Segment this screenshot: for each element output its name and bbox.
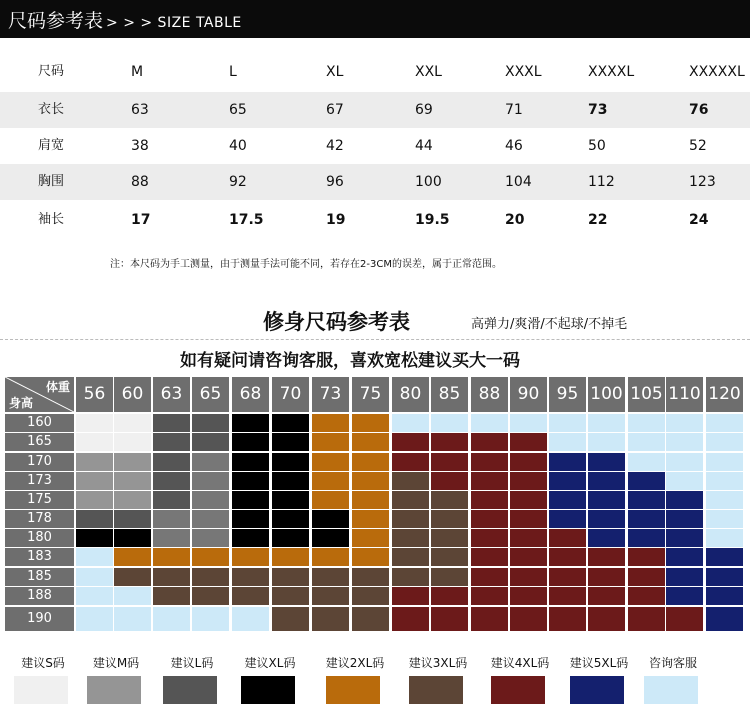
weight-header: 110 (666, 377, 703, 412)
size-table-row (0, 128, 750, 164)
size-grid-cell (666, 607, 703, 631)
size-grid-cell (588, 587, 625, 605)
section-divider (0, 339, 750, 340)
size-table-header-row (0, 54, 750, 90)
height-header: 178 (5, 510, 74, 528)
legend-label: 建议2XL码 (325, 656, 385, 670)
size-grid-cell (312, 587, 349, 605)
legend-swatch (163, 676, 217, 704)
size-grid-cell (431, 607, 468, 631)
size-grid-cell (510, 510, 547, 528)
size-grid-cell (352, 453, 389, 471)
size-grid-cell (510, 548, 547, 566)
size-grid-cell (510, 491, 547, 509)
size-grid-cell (76, 568, 113, 586)
size-grid-cell (549, 453, 586, 471)
size-grid-cell (471, 433, 508, 451)
size-grid-cell (471, 529, 508, 547)
size-grid-cell (114, 414, 151, 432)
measurement-value: 73 (588, 102, 608, 118)
size-grid-cell (352, 587, 389, 605)
size-table-row (0, 202, 750, 238)
measurement-value: 63 (131, 102, 149, 118)
legend-label: 建议S码 (21, 656, 65, 670)
size-grid-cell (352, 472, 389, 490)
measurement-label: 胸围 (38, 174, 65, 189)
size-grid-cell (666, 568, 703, 586)
size-grid-cell (510, 587, 547, 605)
size-grid-cell (588, 529, 625, 547)
size-grid-cell (471, 414, 508, 432)
size-grid-cell (272, 453, 309, 471)
size-grid-cell (192, 587, 229, 605)
size-grid-cell (706, 453, 743, 471)
height-header: 170 (5, 453, 74, 471)
size-grid-cell (232, 607, 269, 631)
size-grid-cell (114, 529, 151, 547)
measurement-value: 88 (131, 174, 149, 190)
weight-header: 85 (431, 377, 468, 412)
size-grid-cell (153, 607, 190, 631)
size-grid-cell (471, 607, 508, 631)
size-grid-cell (628, 587, 665, 605)
size-grid-cell (272, 529, 309, 547)
size-grid-cell (114, 510, 151, 528)
size-grid-cell (312, 433, 349, 451)
weight-header: 73 (312, 377, 349, 412)
size-grid-cell (272, 607, 309, 631)
legend-swatch (14, 676, 68, 704)
size-grid-cell (431, 587, 468, 605)
size-grid-cell (666, 548, 703, 566)
size-grid-cell (431, 433, 468, 451)
measurement-label: 袖长 (38, 212, 65, 227)
size-grid-cell (471, 587, 508, 605)
size-grid-cell (192, 414, 229, 432)
size-grid-cell (352, 568, 389, 586)
size-grid-cell (431, 548, 468, 566)
size-grid-cell (588, 491, 625, 509)
size-grid-cell (549, 491, 586, 509)
size-grid-cell (549, 587, 586, 605)
size-grid-cell (628, 510, 665, 528)
size-grid-cell (272, 568, 309, 586)
size-grid-cell (392, 607, 429, 631)
size-grid-cell (706, 472, 743, 490)
size-column-header: L (229, 64, 237, 80)
size-grid-cell (76, 510, 113, 528)
measurement-value: 104 (505, 174, 532, 190)
weight-header: 63 (153, 377, 190, 412)
height-header: 165 (5, 433, 74, 451)
legend-label: 建议3XL码 (408, 656, 468, 670)
size-grid-cell (588, 548, 625, 566)
measurement-value: 40 (229, 138, 247, 154)
size-grid-cell (114, 607, 151, 631)
measurement-value: 69 (415, 102, 433, 118)
size-grid-cell (549, 510, 586, 528)
size-grid-cell (153, 568, 190, 586)
size-grid-cell (76, 472, 113, 490)
size-grid-cell (232, 529, 269, 547)
size-grid-cell (588, 472, 625, 490)
height-header: 175 (5, 491, 74, 509)
size-column-label: 尺码 (38, 64, 65, 79)
size-grid-cell (431, 529, 468, 547)
size-grid-cell (76, 491, 113, 509)
size-grid-cell (628, 433, 665, 451)
weight-header: 65 (192, 377, 229, 412)
measurement-value: 100 (415, 174, 442, 190)
weight-header: 56 (76, 377, 113, 412)
size-grid-cell (392, 433, 429, 451)
fabric-features: 高弹力/爽滑/不起球/不掉毛 (471, 317, 628, 332)
legend-swatch (241, 676, 295, 704)
size-grid-cell (192, 607, 229, 631)
size-grid-cell (471, 568, 508, 586)
size-grid-cell (153, 453, 190, 471)
size-grid-cell (153, 529, 190, 547)
measurement-value: 123 (689, 174, 716, 190)
size-grid-cell (114, 548, 151, 566)
measurement-value: 20 (505, 212, 525, 228)
size-grid-cell (153, 472, 190, 490)
size-grid-cell (153, 433, 190, 451)
corner-weight-label: 体重 (45, 380, 70, 394)
size-grid-cell (471, 453, 508, 471)
size-grid-cell (192, 568, 229, 586)
measurement-value: 71 (505, 102, 523, 118)
size-grid-cell (471, 491, 508, 509)
weight-header: 100 (588, 377, 625, 412)
weight-header: 95 (549, 377, 586, 412)
size-grid-cell (549, 414, 586, 432)
size-grid-cell (192, 529, 229, 547)
size-grid-cell (392, 568, 429, 586)
weight-header: 90 (510, 377, 547, 412)
size-grid-cell (312, 453, 349, 471)
size-grid-cell (666, 587, 703, 605)
fit-chart-subtitle: 如有疑问请咨询客服，喜欢宽松建议买大一码 (180, 351, 520, 371)
size-column-header: XXL (415, 64, 442, 80)
measurement-value: 67 (326, 102, 344, 118)
size-grid-cell (431, 491, 468, 509)
size-column-header: XXXXL (588, 64, 635, 80)
weight-header: 60 (114, 377, 151, 412)
size-grid-cell (510, 472, 547, 490)
size-grid-cell (232, 548, 269, 566)
size-grid-cell (153, 510, 190, 528)
size-grid-cell (510, 414, 547, 432)
height-header: 190 (5, 607, 74, 631)
legend-swatch (570, 676, 624, 704)
size-grid-cell (192, 548, 229, 566)
size-grid-cell (272, 414, 309, 432)
size-grid-cell (706, 529, 743, 547)
measurement-value: 44 (415, 138, 433, 154)
measurement-value: 17.5 (229, 212, 264, 228)
size-column-header: XXXL (505, 64, 542, 80)
size-grid-cell (706, 510, 743, 528)
size-grid-cell (192, 453, 229, 471)
size-grid-cell (114, 472, 151, 490)
size-grid-cell (76, 529, 113, 547)
grid-corner-header (5, 377, 74, 412)
size-grid-cell (628, 453, 665, 471)
size-grid-cell (706, 548, 743, 566)
size-grid-cell (232, 453, 269, 471)
weight-header: 80 (392, 377, 429, 412)
size-grid-cell (392, 587, 429, 605)
measurement-value: 50 (588, 138, 606, 154)
size-grid-cell (272, 548, 309, 566)
size-grid-cell (192, 510, 229, 528)
size-grid-cell (392, 510, 429, 528)
measurement-value: 65 (229, 102, 247, 118)
legend-label: 建议4XL码 (490, 656, 550, 670)
size-grid-cell (312, 491, 349, 509)
size-grid-cell (352, 510, 389, 528)
size-grid-cell (666, 453, 703, 471)
size-grid-cell (588, 607, 625, 631)
fit-chart-title: 修身尺码参考表 (263, 310, 410, 334)
size-grid-cell (471, 472, 508, 490)
legend-label: 建议5XL码 (569, 656, 629, 670)
size-grid-cell (628, 529, 665, 547)
size-grid-cell (666, 510, 703, 528)
size-grid-cell (114, 433, 151, 451)
legend-label: 咨询客服 (648, 656, 697, 670)
size-grid-cell (352, 607, 389, 631)
size-grid-cell (392, 548, 429, 566)
size-grid-cell (431, 414, 468, 432)
size-grid-cell (312, 414, 349, 432)
size-column-header: M (131, 64, 144, 80)
weight-header: 68 (232, 377, 269, 412)
size-grid-cell (588, 433, 625, 451)
legend-swatch (409, 676, 463, 704)
size-grid-cell (232, 472, 269, 490)
size-grid-cell (431, 510, 468, 528)
size-grid-cell (510, 607, 547, 631)
size-grid-cell (272, 472, 309, 490)
size-grid-cell (628, 491, 665, 509)
size-grid-cell (312, 568, 349, 586)
size-grid-cell (114, 491, 151, 509)
measurement-value: 52 (689, 138, 707, 154)
measurement-value: 24 (689, 212, 709, 228)
size-grid-cell (471, 510, 508, 528)
height-header: 173 (5, 472, 74, 490)
size-table-header-bar (0, 0, 750, 38)
size-grid-cell (588, 414, 625, 432)
size-grid-cell (272, 587, 309, 605)
size-grid-cell (114, 568, 151, 586)
size-grid-cell (312, 607, 349, 631)
weight-header: 75 (352, 377, 389, 412)
measurement-value: 92 (229, 174, 247, 190)
size-grid-cell (431, 472, 468, 490)
size-grid-cell (232, 510, 269, 528)
size-column-header: XXXXXL (689, 64, 745, 80)
size-grid-cell (588, 510, 625, 528)
size-grid-cell (232, 568, 269, 586)
size-grid-cell (352, 529, 389, 547)
size-grid-cell (153, 414, 190, 432)
size-grid-cell (706, 607, 743, 631)
size-grid-cell (232, 414, 269, 432)
measurement-value: 46 (505, 138, 523, 154)
measurement-value: 19 (326, 212, 346, 228)
size-grid-cell (76, 548, 113, 566)
size-grid-cell (510, 433, 547, 451)
size-grid-cell (352, 548, 389, 566)
size-grid-cell (312, 548, 349, 566)
measurement-value: 112 (588, 174, 615, 190)
size-table-row (0, 164, 750, 200)
size-grid-cell (628, 568, 665, 586)
size-grid-cell (706, 587, 743, 605)
size-grid-cell (549, 433, 586, 451)
size-grid-cell (588, 568, 625, 586)
size-grid-cell (352, 414, 389, 432)
size-grid-cell (510, 568, 547, 586)
size-grid-cell (153, 587, 190, 605)
size-grid-cell (192, 491, 229, 509)
size-grid-cell (272, 510, 309, 528)
size-grid-cell (471, 548, 508, 566)
height-header: 160 (5, 414, 74, 432)
fit-chart-grid (5, 377, 746, 631)
size-grid-cell (392, 491, 429, 509)
size-grid-cell (510, 529, 547, 547)
size-grid-cell (549, 472, 586, 490)
size-grid-cell (76, 607, 113, 631)
size-grid-cell (352, 433, 389, 451)
legend-swatch (644, 676, 698, 704)
height-header: 183 (5, 548, 74, 566)
size-grid-cell (666, 472, 703, 490)
size-grid-cell (392, 472, 429, 490)
measurement-label: 衣长 (38, 102, 65, 117)
measurement-value: 76 (689, 102, 709, 118)
weight-header: 120 (706, 377, 743, 412)
size-grid-cell (431, 568, 468, 586)
size-grid-cell (549, 529, 586, 547)
size-grid-cell (666, 414, 703, 432)
size-grid-cell (232, 433, 269, 451)
measurement-value: 19.5 (415, 212, 450, 228)
size-grid-cell (312, 529, 349, 547)
size-grid-cell (192, 472, 229, 490)
legend-label: 建议L码 (170, 656, 214, 670)
size-grid-cell (232, 587, 269, 605)
size-grid-cell (706, 433, 743, 451)
size-grid-cell (666, 433, 703, 451)
size-grid-cell (76, 453, 113, 471)
size-grid-cell (153, 548, 190, 566)
size-grid-cell (232, 491, 269, 509)
size-grid-cell (392, 453, 429, 471)
measurement-value: 96 (326, 174, 344, 190)
size-grid-cell (628, 414, 665, 432)
size-grid-cell (153, 491, 190, 509)
legend-label: 建议XL码 (244, 656, 296, 670)
size-grid-cell (392, 414, 429, 432)
size-table-title-en: > > > SIZE TABLE (106, 15, 242, 31)
size-grid-cell (392, 529, 429, 547)
weight-header: 88 (471, 377, 508, 412)
measurement-value: 22 (588, 212, 608, 228)
size-grid-cell (706, 491, 743, 509)
legend-swatch (87, 676, 141, 704)
size-grid-cell (272, 491, 309, 509)
size-grid-cell (510, 453, 547, 471)
measurement-note: 注：本尺码为手工测量，由于测量手法可能不同，若存在2-3CM的误差，属于正常范围。 (110, 259, 502, 270)
measurement-label: 肩宽 (38, 138, 65, 153)
size-grid-cell (706, 414, 743, 432)
size-grid-cell (114, 453, 151, 471)
size-grid-cell (272, 433, 309, 451)
size-grid-cell (588, 453, 625, 471)
size-grid-cell (76, 414, 113, 432)
size-table-row (0, 92, 750, 128)
measurement-value: 42 (326, 138, 344, 154)
size-grid-cell (666, 529, 703, 547)
size-grid-cell (352, 491, 389, 509)
size-grid-cell (114, 587, 151, 605)
size-column-header: XL (326, 64, 344, 80)
size-table-title (8, 6, 242, 33)
size-grid-cell (76, 433, 113, 451)
weight-header: 70 (272, 377, 309, 412)
size-grid-cell (706, 568, 743, 586)
measurement-value: 38 (131, 138, 149, 154)
height-header: 188 (5, 587, 74, 605)
corner-height-label: 身高 (9, 396, 34, 410)
size-grid-cell (549, 568, 586, 586)
size-grid-cell (628, 607, 665, 631)
size-table-title-cn: 尺码参考表 (8, 10, 104, 32)
size-grid-cell (431, 453, 468, 471)
legend-swatch (491, 676, 545, 704)
legend-label: 建议M码 (92, 656, 140, 670)
size-grid-cell (312, 510, 349, 528)
size-grid-cell (312, 472, 349, 490)
legend-swatch (326, 676, 380, 704)
size-grid-cell (76, 587, 113, 605)
size-grid-cell (628, 548, 665, 566)
height-header: 180 (5, 529, 74, 547)
size-grid-cell (192, 433, 229, 451)
size-grid-cell (549, 607, 586, 631)
height-header: 185 (5, 568, 74, 586)
measurement-value: 17 (131, 212, 151, 228)
weight-header: 105 (628, 377, 665, 412)
size-grid-cell (549, 548, 586, 566)
size-grid-cell (628, 472, 665, 490)
size-grid-cell (666, 491, 703, 509)
